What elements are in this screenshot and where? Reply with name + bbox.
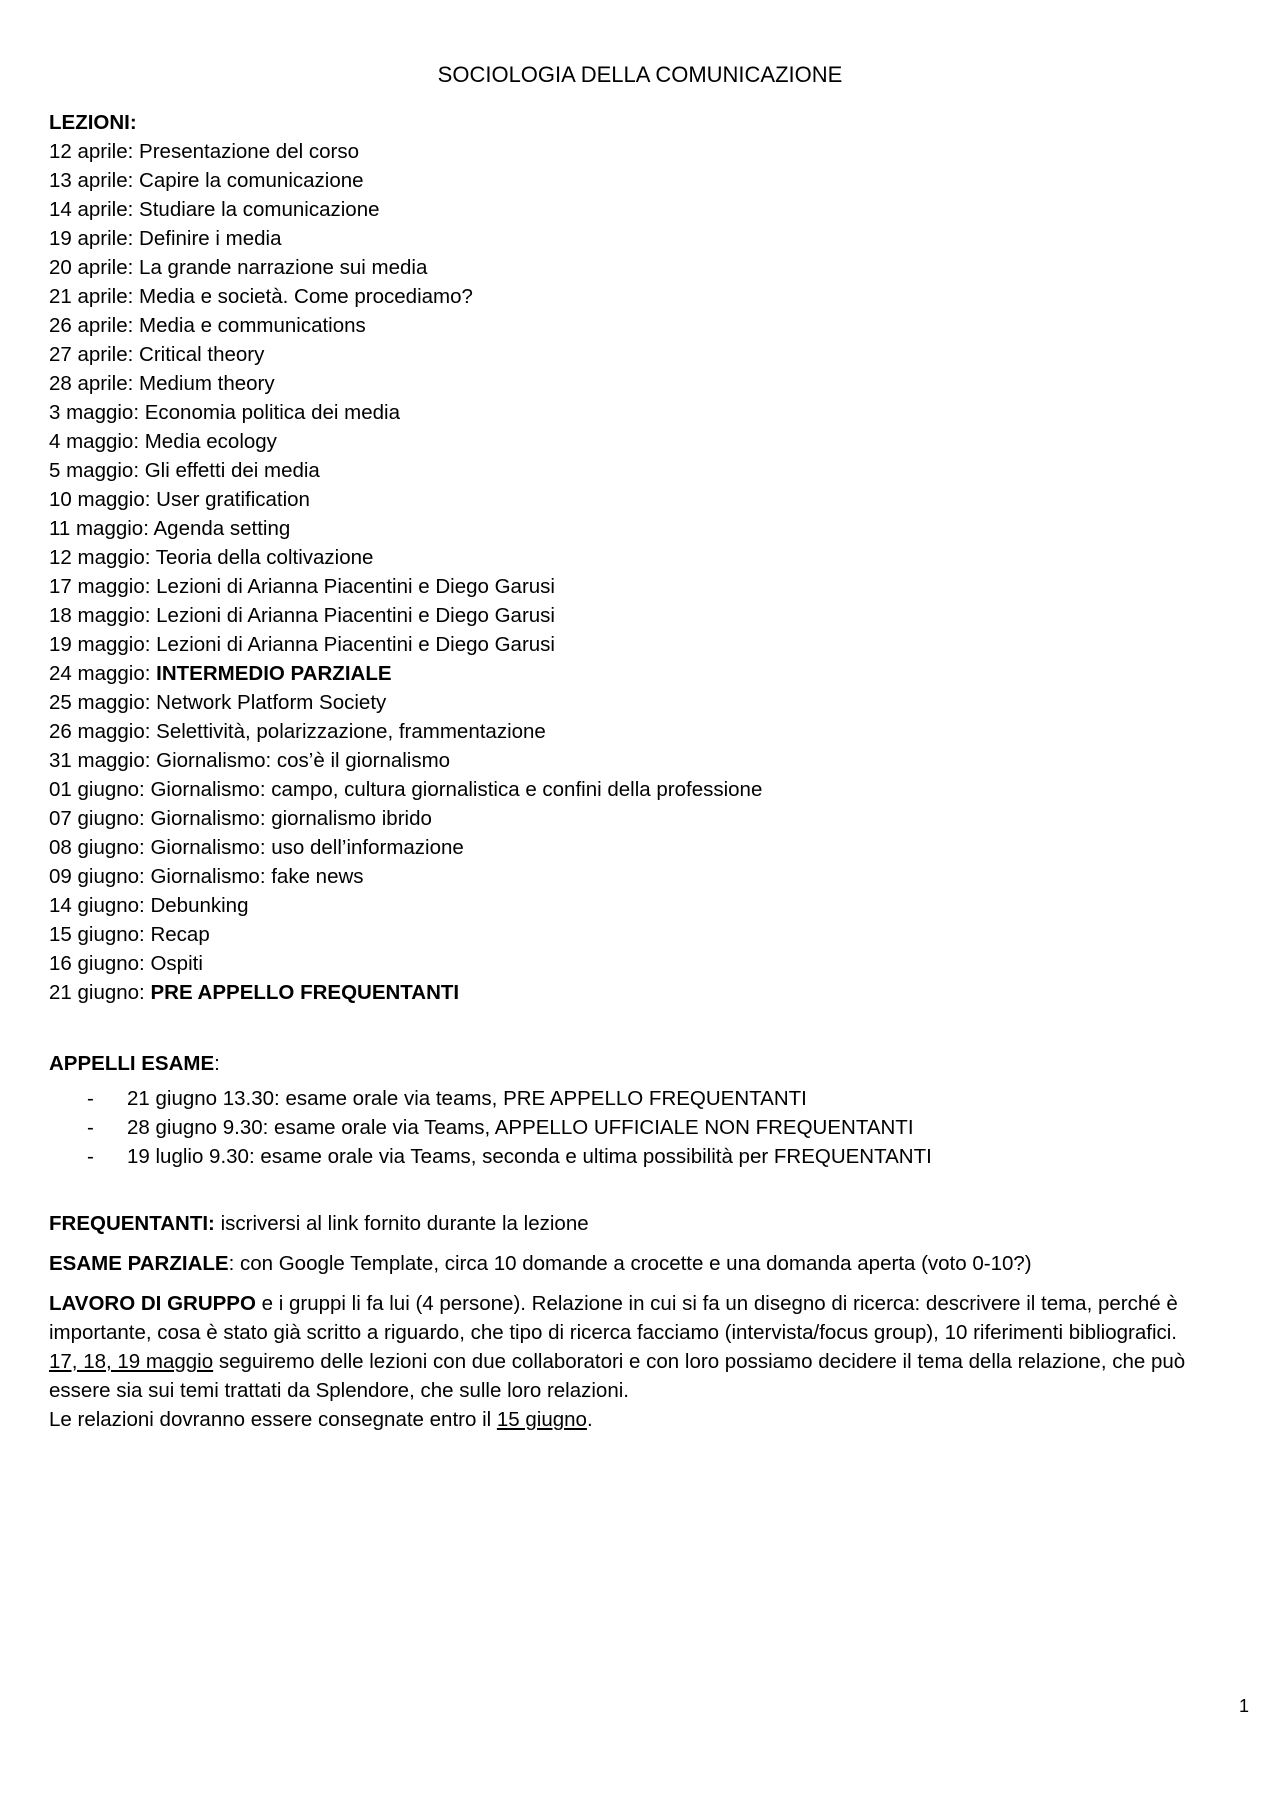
- lesson-date: 01 giugno:: [49, 778, 145, 801]
- lesson-date: 25 maggio:: [49, 691, 151, 714]
- lesson-topic: Economia politica dei media: [144, 401, 400, 424]
- lesson-item: [49, 630, 1229, 659]
- lesson-date: 4 maggio:: [49, 430, 140, 453]
- lesson-topic: PRE APPELLO FREQUENTANTI: [150, 981, 460, 1004]
- lesson-item: [49, 166, 1229, 195]
- lesson-item: [49, 978, 1229, 1007]
- lesson-topic: User gratification: [156, 488, 310, 511]
- deadline-suffix: .: [586, 1408, 593, 1431]
- exam-sessions-colon: :: [214, 1052, 220, 1075]
- lesson-item: [49, 485, 1229, 514]
- lesson-date: 14 giugno:: [49, 894, 145, 917]
- lesson-topic: Lezioni di Arianna Piacentini e Diego Garusi: [156, 604, 555, 627]
- exam-session-item: [49, 1142, 1229, 1171]
- group-work-dates: 17, 18, 19 maggio: [49, 1350, 214, 1373]
- partial-exam-label: ESAME PARZIALE: [49, 1252, 229, 1275]
- lesson-topic: Agenda setting: [153, 517, 291, 540]
- lesson-item: [49, 572, 1229, 601]
- lesson-item: [49, 311, 1229, 340]
- lesson-topic: Giornalismo: cos’è il giornalismo: [156, 749, 451, 772]
- lesson-item: [49, 949, 1229, 978]
- lesson-topic: Giornalismo: campo, cultura giornalistica e confini della professione: [150, 778, 763, 801]
- lesson-date: 12 aprile:: [49, 140, 134, 163]
- frequentanti-paragraph: [49, 1209, 1229, 1238]
- lesson-item: [49, 282, 1229, 311]
- lesson-topic: Critical theory: [139, 343, 265, 366]
- lesson-topic: Recap: [150, 923, 210, 946]
- document-body: [49, 108, 1229, 1434]
- lesson-date: 14 aprile:: [49, 198, 134, 221]
- lesson-topic: Ospiti: [150, 952, 203, 975]
- lesson-date: 21 aprile:: [49, 285, 134, 308]
- lesson-date: 5 maggio:: [49, 459, 140, 482]
- lesson-item: [49, 601, 1229, 630]
- document-title: SOCIOLOGIA DELLA COMUNICAZIONE: [437, 62, 843, 87]
- lesson-topic: Selettività, polarizzazione, frammentazione: [156, 720, 546, 743]
- lesson-item: [49, 543, 1229, 572]
- lesson-topic: Giornalismo: fake news: [150, 865, 364, 888]
- partial-exam-text: : con Google Template, circa 10 domande a crocette e una domanda aperta (voto 0-10?): [228, 1252, 1032, 1275]
- lesson-topic: Lezioni di Arianna Piacentini e Diego Garusi: [156, 633, 555, 656]
- lesson-item: [49, 862, 1229, 891]
- lesson-date: 26 maggio:: [49, 720, 151, 743]
- deadline-date: 15 giugno: [496, 1408, 587, 1431]
- frequentanti-label: FREQUENTANTI:: [49, 1212, 215, 1235]
- lesson-date: 12 maggio:: [49, 546, 151, 569]
- group-work-label: LAVORO DI GRUPPO: [49, 1292, 256, 1315]
- lesson-date: 08 giugno:: [49, 836, 145, 859]
- lesson-item: [49, 398, 1229, 427]
- lesson-date: 13 aprile:: [49, 169, 134, 192]
- lesson-topic: Medium theory: [139, 372, 275, 395]
- lesson-date: 19 maggio:: [49, 633, 151, 656]
- lesson-date: 28 aprile:: [49, 372, 134, 395]
- exam-sessions-heading: [49, 1049, 1229, 1078]
- lesson-date: 26 aprile:: [49, 314, 134, 337]
- lesson-date: 16 giugno:: [49, 952, 145, 975]
- lesson-topic: Debunking: [150, 894, 249, 917]
- lesson-date: 10 maggio:: [49, 488, 151, 511]
- lesson-item: [49, 746, 1229, 775]
- group-work-dates-text: seguiremo delle lezioni con due collaboratori e con loro possiamo decidere il tema della relazione, che può essere sia sui temi trattati da Splendore, che sulle loro relazioni.: [49, 1350, 1186, 1402]
- lesson-topic: Giornalismo: giornalismo ibrido: [150, 807, 432, 830]
- exam-session-text: 21 giugno 13.30: esame orale via teams, PRE APPELLO FREQUENTANTI: [127, 1087, 807, 1110]
- lesson-item: [49, 137, 1229, 166]
- group-work-text: e i gruppi li fa lui (4 persone). Relazione in cui si fa un disegno di ricerca: descrivere il tema, perché è importante, cosa è stato già scritto a riguardo, che tipo di ricerca facciamo (intervista/focus group), 10 riferimenti bibliografici.: [49, 1292, 1178, 1344]
- lesson-item: [49, 659, 1229, 688]
- lesson-topic: Studiare la comunicazione: [139, 198, 380, 221]
- lesson-item: [49, 891, 1229, 920]
- exam-sessions-list: [49, 1084, 1229, 1171]
- lesson-item: [49, 340, 1229, 369]
- exam-session-item: [49, 1084, 1229, 1113]
- lesson-item: [49, 804, 1229, 833]
- partial-exam-paragraph: [49, 1249, 1229, 1278]
- lesson-item: [49, 195, 1229, 224]
- lesson-topic: Media e communications: [139, 314, 366, 337]
- lesson-topic: Giornalismo: uso dell’informazione: [150, 836, 464, 859]
- page-number: 1: [1238, 1696, 1249, 1716]
- lesson-item: [49, 427, 1229, 456]
- lesson-item: [49, 920, 1229, 949]
- lesson-date: 15 giugno:: [49, 923, 145, 946]
- lesson-date: 19 aprile:: [49, 227, 134, 250]
- lesson-item: [49, 456, 1229, 485]
- lesson-date: 3 maggio:: [49, 401, 140, 424]
- lesson-date: 09 giugno:: [49, 865, 145, 888]
- lesson-item: [49, 688, 1229, 717]
- lesson-item: [49, 833, 1229, 862]
- lesson-item: [49, 775, 1229, 804]
- group-work-paragraph: [49, 1289, 1229, 1434]
- lesson-item: [49, 717, 1229, 746]
- lesson-date: 07 giugno:: [49, 807, 145, 830]
- lesson-topic: Media ecology: [144, 430, 277, 453]
- lesson-topic: Gli effetti dei media: [144, 459, 320, 482]
- lesson-date: 17 maggio:: [49, 575, 151, 598]
- lesson-item: [49, 253, 1229, 282]
- lesson-date: 27 aprile:: [49, 343, 134, 366]
- lesson-topic: Teoria della coltivazione: [155, 546, 374, 569]
- exam-sessions-label: APPELLI ESAME: [49, 1052, 215, 1075]
- lesson-topic: Presentazione del corso: [139, 140, 359, 163]
- list-dash: -: [87, 1087, 94, 1110]
- list-dash: -: [87, 1145, 94, 1168]
- lesson-date: 31 maggio:: [49, 749, 151, 772]
- deadline-prefix: Le relazioni dovranno essere consegnate entro il: [49, 1408, 497, 1431]
- frequentanti-text: iscriversi al link fornito durante la lezione: [214, 1212, 589, 1235]
- lessons-heading: LEZIONI:: [49, 111, 137, 134]
- lessons-list: [49, 137, 1229, 1007]
- list-dash: -: [87, 1116, 94, 1139]
- lesson-topic: Lezioni di Arianna Piacentini e Diego Garusi: [156, 575, 555, 598]
- exam-session-text: 19 luglio 9.30: esame orale via Teams, seconda e ultima possibilità per FREQUENTANTI: [127, 1145, 932, 1168]
- lesson-topic: La grande narrazione sui media: [139, 256, 428, 279]
- lesson-item: [49, 369, 1229, 398]
- lesson-date: 20 aprile:: [49, 256, 134, 279]
- lesson-item: [49, 514, 1229, 543]
- lesson-topic: Definire i media: [139, 227, 282, 250]
- lesson-topic: Media e società. Come procediamo?: [139, 285, 473, 308]
- lesson-date: 21 giugno:: [49, 981, 145, 1004]
- lesson-date: 11 maggio:: [49, 517, 149, 540]
- lesson-date: 24 maggio:: [49, 662, 151, 685]
- exam-session-text: 28 giugno 9.30: esame orale via Teams, APPELLO UFFICIALE NON FREQUENTANTI: [127, 1116, 914, 1139]
- lesson-topic: Capire la comunicazione: [139, 169, 364, 192]
- lesson-item: [49, 224, 1229, 253]
- lesson-date: 18 maggio:: [49, 604, 151, 627]
- exam-session-item: [49, 1113, 1229, 1142]
- lesson-topic: Network Platform Society: [156, 691, 387, 714]
- lesson-topic: INTERMEDIO PARZIALE: [156, 662, 392, 685]
